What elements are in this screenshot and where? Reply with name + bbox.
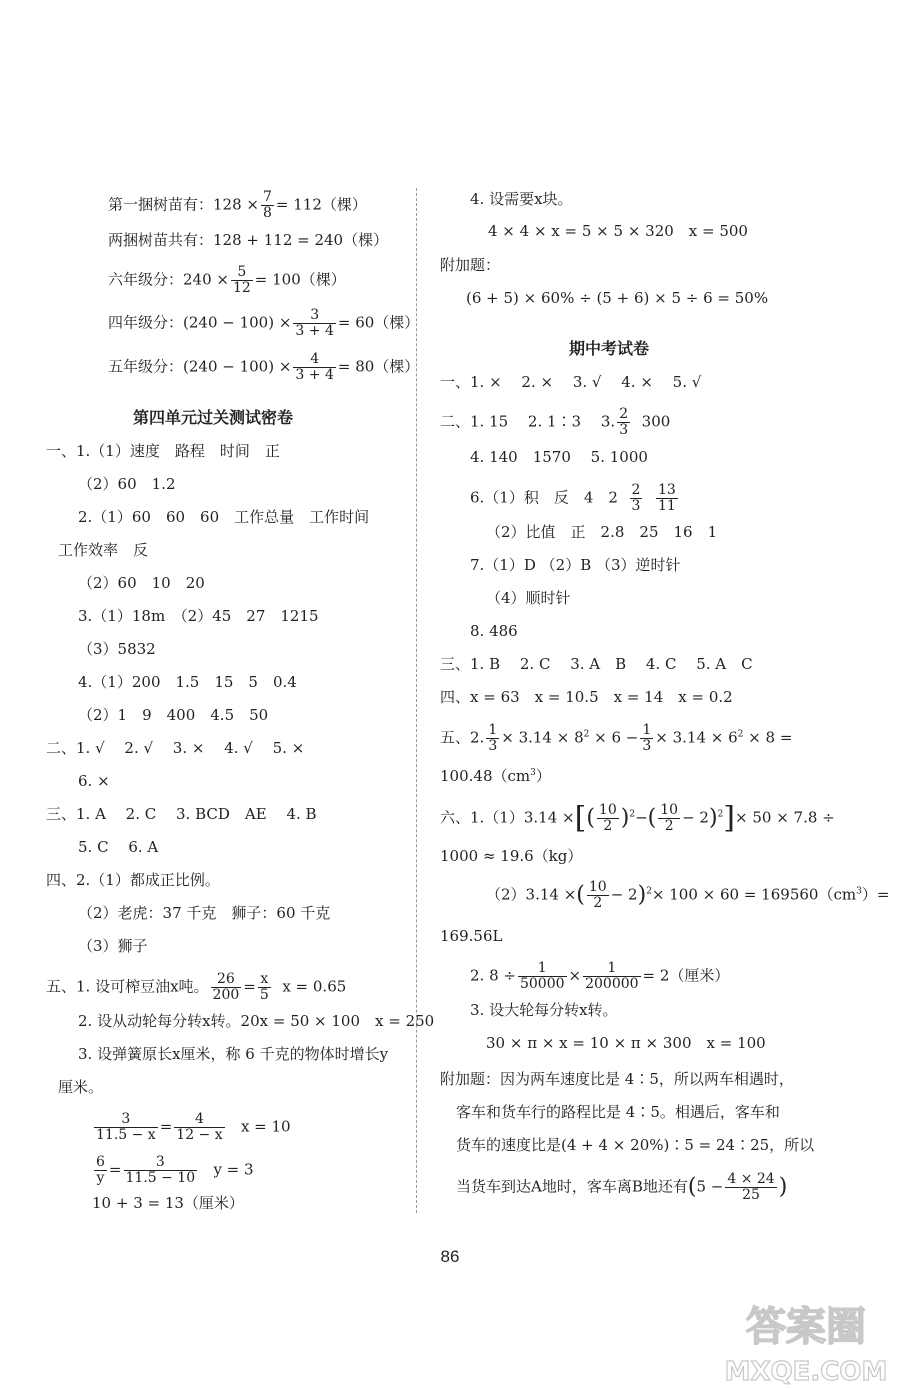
answer-line: 4. 设需要x块。 [470, 190, 573, 208]
watermark-line1: 答案圈 [746, 1304, 866, 1350]
answer-line-volume-result: $100.48(cm^3)$ [440, 767, 551, 785]
answer-line: 二、1. √ 2. √ 3. × 4. √ 5. × [46, 739, 305, 757]
line-grade-four: 四年级分：(240 − 100) × $\frac{3}{3 + 4}$ = 60（棵） [108, 307, 420, 339]
answer-line: （3）5832 [78, 640, 156, 658]
answer-line: 3.（1）18m （2）45 27 1215 [78, 607, 319, 625]
line-grade-five: 五年级分：(240 − 100) × $\frac{4}{3 + 4}$ = 80（棵） [108, 351, 420, 383]
equation-scale: 2. 8 ÷ $\frac{1}{50000}$ × $\frac{1}{200000}$ = 2（厘米） [470, 960, 730, 992]
page-number: 86 [440, 1247, 460, 1266]
equation-volume: 五、2. $\frac{1}{3}$ × $3.14 \times 8^2 \times 6$ − $\frac{1}{3}$ × $3.14 \times 6^2 \times 8$ = [440, 722, 793, 754]
answer-line: 3. 设弹簧原长x厘米，称 6 千克的物体时增长y [78, 1045, 389, 1063]
watermark-logo [712, 1292, 900, 1390]
answer-line: 四、2.（1）都成正比例。 [46, 871, 220, 889]
section-title-midterm: 期中考试卷 [569, 339, 650, 358]
answer-line: 6. × [78, 772, 110, 790]
answer-line-fraction: 二、1. 15 2. 1∶3 3. $\frac{2}{3}$ 300 [440, 406, 671, 438]
equation-parens: （2）3.14 ×( $\frac{10}{2}$ − $2)^2\times 100 \times 60 = 169560(cm^3)=$ [486, 879, 890, 911]
answer-line: （2）60 10 20 [78, 574, 205, 592]
equation-spring-1: $\frac{3}{11.5 - x}$ = $\frac{4}{12 - x}$ x = 10 [96, 1111, 291, 1143]
answer-line: 30 × π × x = 10 × π × 300 x = 100 [486, 1034, 766, 1052]
line-first-bundle: 第一捆树苗有：128 × $\frac{7}{8}$ = 112（棵） [108, 189, 367, 221]
answer-line: 四、x = 63 x = 10.5 x = 14 x = 0.2 [440, 688, 733, 706]
answer-line: 3. 设大轮每分转x转。 [470, 1001, 618, 1019]
line-grade-six: 六年级分：240 × $\frac{5}{12}$ = 100（棵） [108, 264, 346, 296]
answer-line: 一、1.（1）速度 路程 时间 正 [46, 442, 280, 460]
answer-line: 4 × 4 × x = 5 × 5 × 320 x = 500 [488, 222, 748, 240]
answer-line: 一、1. × 2. × 3. √ 4. × 5. √ [440, 373, 702, 391]
answer-line: 2. 设从动轮每分转x转。20x = 50 × 100 x = 250 [78, 1012, 435, 1030]
answer-line: 三、1. A 2. C 3. BCD AE 4. B [46, 805, 317, 823]
answer-line: 厘米。 [58, 1078, 104, 1096]
answer-line: (6 + 5) × 60% ÷ (5 + 6) × 5 ÷ 6 = 50% [466, 289, 769, 307]
answer-line: 4.（1）200 1.5 15 5 0.4 [78, 673, 297, 691]
answer-line: 2.（1）60 60 60 工作总量 工作时间 [78, 508, 370, 526]
answer-line: 工作效率 反 [58, 541, 149, 559]
answer-line: （2）60 1.2 [78, 475, 176, 493]
answer-line: 货车的速度比是(4 + 4 × 20%)∶5 = 24∶25，所以 [456, 1136, 815, 1154]
answer-line: 1000 ≈ 19.6（kg） [440, 847, 583, 865]
answer-line: 5. C 6. A [78, 838, 159, 856]
answer-line: 附加题：因为两车速度比是 4∶5，所以两车相遇时， [440, 1070, 794, 1088]
equation-bracket: 六、1.（1）3.14 ×[( $\frac{10}{2}$ )$^2$−( $\frac{10}{2}$ − 2)$^2$]× 50 × 7.8 ÷ [440, 800, 835, 836]
answer-line-soy-oil: 五、1. 设可榨豆油x吨。 $\frac{26}{200}$ = $\frac{x}{5}$ x = 0.65 [46, 971, 347, 1003]
answer-line-fractions: 6.（1）积 反 4 2 $\frac{2}{3}$ $\frac{13}{11}$ [470, 482, 676, 514]
answer-line: （2）老虎：37 千克 狮子：60 千克 [78, 904, 331, 922]
answer-line: 7.（1）D （2）B （3）逆时针 [470, 556, 681, 574]
watermark-line2: MXQE.COM [724, 1357, 888, 1387]
answer-line: 三、1. B 2. C 3. A B 4. C 5. A C [440, 655, 753, 673]
answer-line: （2）比值 正 2.8 25 16 1 [486, 523, 718, 541]
column-divider [416, 188, 417, 1213]
answer-line: （2）1 9 400 4.5 50 [78, 706, 269, 724]
answer-line: 4. 140 1570 5. 1000 [470, 448, 648, 466]
answer-line: 附加题： [440, 256, 501, 274]
line-two-bundles: 两捆树苗共有：128 + 112 = 240（棵） [108, 231, 389, 249]
answer-line: 8. 486 [470, 622, 518, 640]
answer-line-final: 当货车到达A地时，客车离B地还有(5 − $\frac{4 \times 24}{25}$ ) [456, 1171, 788, 1203]
equation-spring-2: $\frac{6}{y}$ = $\frac{3}{11.5 - 10}$ y = 3 [96, 1154, 254, 1186]
answer-line: 10 + 3 = 13（厘米） [92, 1194, 244, 1212]
answer-line: 169.56L [440, 927, 503, 945]
answer-line: （3）狮子 [78, 937, 148, 955]
section-title-unit4: 第四单元过关测试密卷 [133, 408, 294, 427]
answer-line: （4）顺时针 [486, 589, 571, 607]
answer-line: 客车和货车行的路程比是 4∶5。相遇后，客车和 [456, 1103, 780, 1121]
